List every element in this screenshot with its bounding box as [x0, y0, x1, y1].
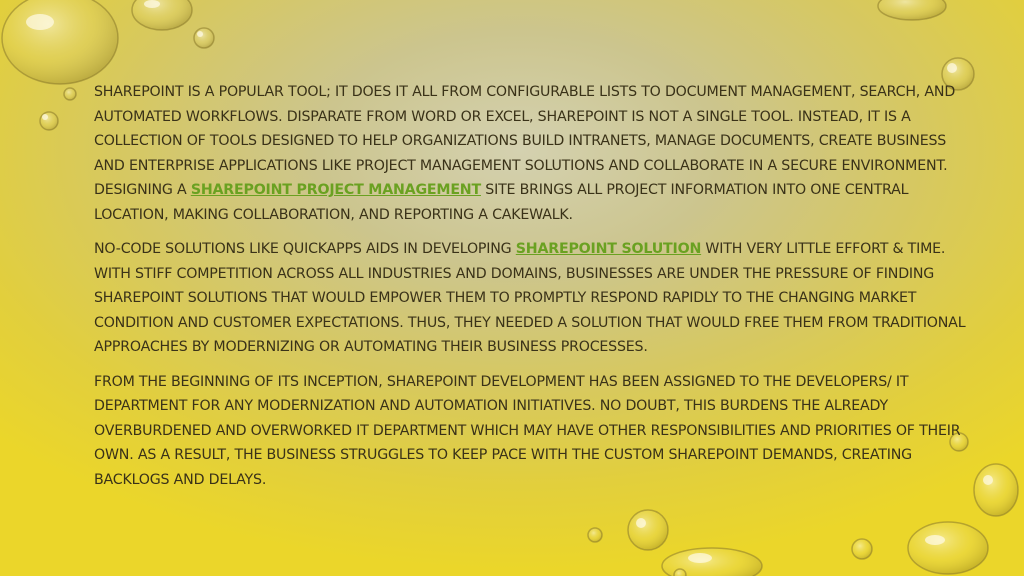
paragraph-text: NO-CODE SOLUTIONS LIKE QUICKAPPS AIDS IN DEVELOPING [94, 241, 516, 257]
paragraph-development-history [94, 370, 974, 493]
sharepoint-solution-link[interactable]: SHAREPOINT SOLUTION [515, 241, 702, 257]
paragraph-text: FROM THE BEGINNING OF ITS INCEPTION, SHAREPOINT DEVELOPMENT HAS BEEN ASSIGNED TO THE DEVELOPERS/ IT DEPARTMENT FOR ANY MODERNIZATION AND AUTOMATION INITIATIVES. NO DOUBT, THIS BURDENS THE ALREADY OVERBURDENED AND OVERWORKED IT DEPARTMENT WHICH MAY HAVE OTHER RESPONSIBILITIES AND PRIORITIES OF THEIR OWN. AS A RESULT, THE BUSINESS STRUGGLES TO KEEP PACE WITH THE CUSTOM SHAREPOINT DEMANDS, CREATING BACKLOGS AND DELAYS. [94, 373, 961, 488]
sharepoint-project-management-link[interactable]: SHAREPOINT PROJECT MANAGEMENT [190, 182, 481, 198]
paragraph-text: SHAREPOINT IS A POPULAR TOOL; IT DOES IT ALL FROM CONFIGURABLE LISTS TO DOCUMENT MANAGEMENT, SEARCH, AND AUTOMATED WORKFLOWS. DISPARATE FROM WORD OR EXCEL, SHAREPOINT IS NOT A SINGLE TOOL. INSTEAD, IT IS A COLLECTION OF TOOLS DESIGNED TO HELP ORGANIZATIONS BUILD INTRANETS, MANAGE DOCUMENTS, CREATE BUSINESS AND ENTERPRISE APPLICATIONS LIKE PROJECT MANAGEMENT SOLUTIONS AND COLLABORATE IN A SECURE ENVIRONMENT. DESIGNING A [94, 84, 956, 198]
paragraph-no-code-solutions [94, 237, 974, 360]
paragraph-sharepoint-overview [94, 80, 974, 227]
slide-body [94, 80, 974, 502]
paragraph-text-after: SITE BRINGS ALL PROJECT INFORMATION INTO ONE CENTRAL LOCATION, MAKING COLLABORATION, AND REPORTING A CAKEWALK. [94, 182, 909, 223]
paragraph-text-after: WITH VERY LITTLE EFFORT & TIME. WITH STIFF COMPETITION ACROSS ALL INDUSTRIES AND DOMAINS, BUSINESSES ARE UNDER THE PRESSURE OF FINDING SHAREPOINT SOLUTIONS THAT WOULD EMPOWER THEM TO PROMPTLY RESPOND RAPIDLY TO THE CHANGING MARKET CONDITION AND CUSTOMER EXPECTATIONS. THUS, THEY NEEDED A SOLUTION THAT WOULD FREE THEM FROM TRADITIONAL APPROACHES BY MODERNIZING OR AUTOMATING THEIR BUSINESS PROCESSES. [94, 241, 966, 355]
